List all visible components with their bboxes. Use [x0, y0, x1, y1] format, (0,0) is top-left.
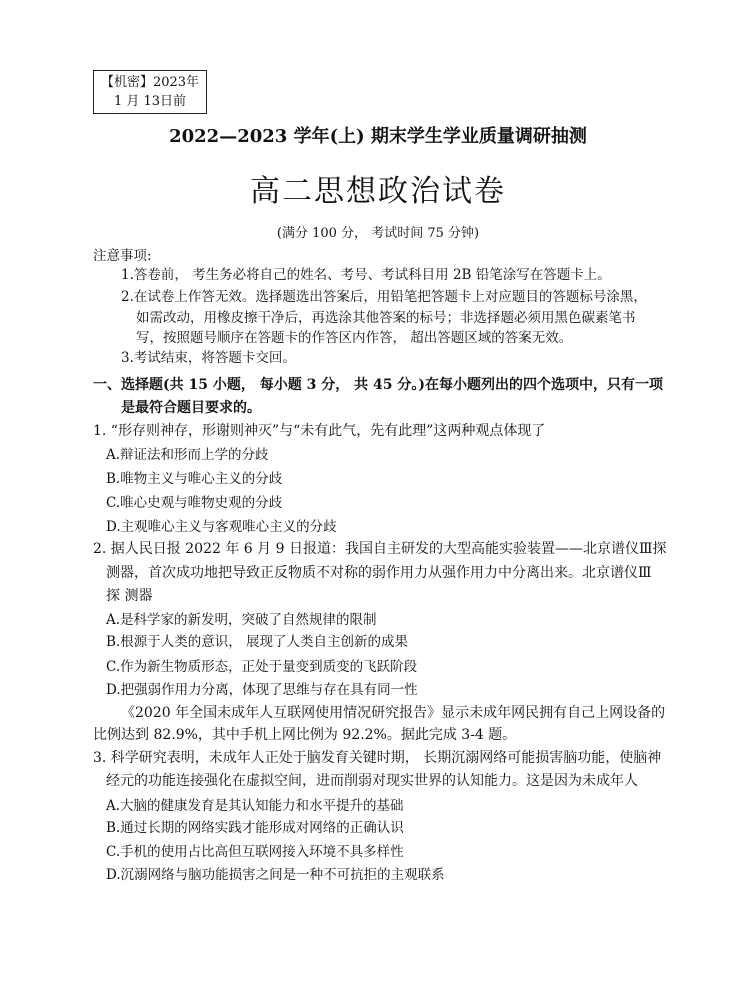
question-1-option: B.唯物主义与唯心主义的分歧	[106, 471, 283, 487]
question-1-option: D.主观唯心主义与客观唯心主义的分歧	[106, 519, 337, 535]
confidential-box	[93, 70, 207, 114]
exam-title: 高二思想政治试卷	[250, 174, 506, 209]
note-item: 写，按照题号顺序在答题卡的作答区内作答， 超出答题区域的答案无效。	[136, 330, 573, 346]
question-2-option: B.根源于人类的意识， 展现了人类自主创新的成果	[106, 634, 409, 650]
confidential-line-2: 1 月 13日前	[113, 94, 187, 109]
question-2-stem-cont: 测器，首次成功地把导致正反物质不对称的弱作用力从强作用力中分离出来。北京谱仪Ⅲ	[106, 565, 652, 581]
section-heading: 一、选择题(共 15 小题， 每小题 3 分， 共 45 分。)在每小题列出的四个选项中，只有一项	[93, 377, 663, 393]
question-3-option: C.手机的使用占比高但互联网接入环境不具多样性	[106, 844, 404, 860]
question-2-option: D.把强弱作用力分离，体现了思维与存在具有同一性	[106, 682, 418, 698]
note-item: 如需改动，用橡皮擦干净后，再选涂其他答案的标号；非选择题必须用黑色碳素笔书	[136, 310, 636, 326]
note-item: 3.考试结束，将答题卡交回。	[121, 350, 296, 366]
material-text-cont: 比例达到 82.9%，其中手机上网比例为 92.2%。据此完成 3-4 题。	[93, 727, 517, 743]
question-1-option: C.唯心史观与唯物史观的分歧	[106, 495, 283, 511]
note-item: 1.答卷前， 考生务必将自己的姓名、考号、考试科目用 2B 铅笔涂写在答题卡上。	[121, 267, 611, 283]
question-3-option: A.大脑的健康发育是其认知能力和水平提升的基础	[106, 798, 404, 814]
question-2-option: C.作为新生物质形态，正处于量变到质变的飞跃阶段	[106, 659, 418, 675]
confidential-line-1: 【机密】2023年	[100, 75, 200, 90]
question-1-option: A.辩证法和形而上学的分歧	[106, 447, 269, 463]
exam-info: (满分 100 分， 考试时间 75 分钟)	[276, 226, 480, 241]
question-2-stem-cont: 探 测器	[106, 588, 153, 604]
question-1-stem: 1. “形存则神存，形谢则神灭”与“未有此气，先有此理”这两种观点体现了	[93, 423, 546, 439]
question-3-option: B.通过长期的网络实践才能形成对网络的正确认识	[106, 820, 404, 836]
section-heading-cont: 是最符合题目要求的。	[121, 400, 261, 416]
question-2-option: A.是科学家的新发明，突破了自然规律的限制	[106, 612, 377, 628]
question-3-option: D.沉溺网络与脑功能损害之间是一种不可抗拒的主观联系	[106, 867, 445, 883]
material-text: 《2020 年全国未成年人互联网使用情况研究报告》显示未成年网民拥有自己上网设备的	[121, 705, 666, 721]
notes-heading: 注意事项:	[93, 248, 152, 264]
question-3-stem-cont: 经元的功能连接强化在虚拟空间，进而削弱对现实世界的认知能力。这是因为未成年人	[106, 773, 638, 789]
exam-subtitle: 2022—2023 学年(上) 期末学生学业质量调研抽测	[169, 126, 587, 147]
question-3-stem: 3. 科学研究表明，未成年人正处于脑发育关键时期， 长期沉溺网络可能损害脑功能，使脑神	[93, 750, 662, 766]
note-item: 2.在试卷上作答无效。选择题选出答案后，用铅笔把答题卡上对应题目的答题标号涂黑，	[121, 289, 647, 305]
question-2-stem: 2. 据人民日报 2022 年 6 月 9 日报道：我国自主研发的大型高能实验装置——北京谱仪Ⅲ探	[93, 541, 667, 557]
